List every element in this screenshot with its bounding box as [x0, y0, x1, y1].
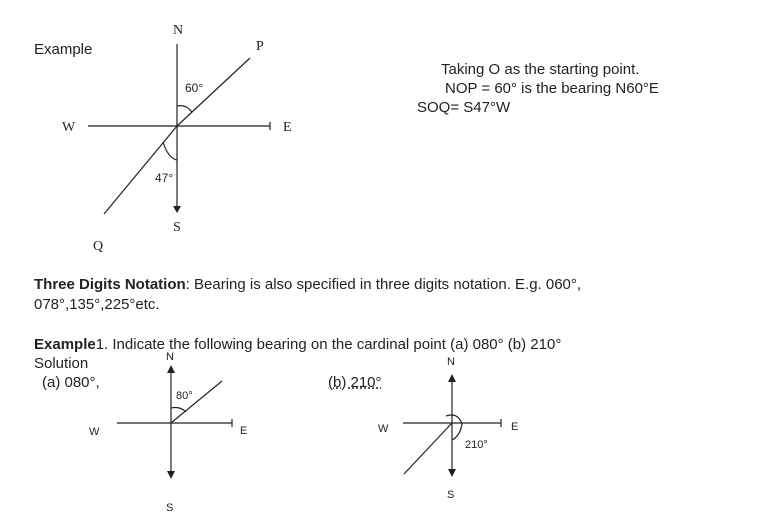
arc-nop — [177, 106, 192, 112]
three-digits-examples: 078°,135°,225°etc. — [34, 296, 160, 313]
explanation-line-2: NOP = 60° is the bearing N60°E — [445, 80, 659, 97]
a-east-label: E — [240, 425, 248, 437]
example-label: Example — [34, 41, 93, 58]
south-label: S — [173, 220, 181, 235]
angle-nop-label: 60° — [185, 81, 204, 95]
example1-heading: Example — [34, 336, 96, 353]
b-south-arrowhead — [448, 469, 456, 477]
example1-text: . Indicate the following bearing on the cardinal point (a) 080° (b) 210° — [104, 336, 562, 353]
compass-diagram-a — [117, 368, 232, 476]
three-digits-paragraph — [34, 276, 581, 293]
compass-diagram-1 — [88, 44, 270, 214]
b-angle-label: 210° — [465, 439, 488, 451]
compass-diagram-b — [403, 381, 501, 474]
a-bearing-ray — [171, 381, 222, 423]
a-north-label: N — [166, 351, 174, 363]
b-bearing-ray — [404, 423, 452, 474]
south-arrowhead — [173, 206, 181, 213]
b-north-arrowhead — [448, 374, 456, 382]
b-south-label: S — [447, 489, 455, 501]
a-north-arrowhead — [167, 365, 175, 373]
west-label: W — [62, 120, 76, 135]
solution-label: Solution — [34, 355, 89, 372]
a-arc — [171, 408, 186, 413]
part-b-label: (b) 210° — [328, 374, 382, 391]
point-p-label: P — [256, 39, 264, 54]
east-label: E — [283, 120, 292, 135]
three-digits-text: : Bearing is also specified in three digits notation. E.g. 060°, — [185, 276, 582, 293]
three-digits-heading: Three Digits Notation — [34, 276, 186, 293]
a-angle-label: 80° — [176, 390, 193, 402]
north-label: N — [173, 23, 184, 38]
b-north-label: N — [447, 356, 455, 368]
ray-oq — [104, 126, 177, 214]
a-west-label: W — [89, 426, 100, 438]
angle-soq-label: 47° — [155, 171, 174, 185]
explanation-line-1: Taking O as the starting point. — [441, 61, 640, 78]
example1-number: 1 — [95, 336, 105, 353]
b-east-label: E — [511, 421, 519, 433]
a-south-label: S — [166, 502, 174, 514]
a-south-arrowhead — [167, 471, 175, 479]
point-q-label: Q — [93, 239, 104, 254]
explanation-line-3: SOQ= S47°W — [417, 99, 511, 116]
example1-paragraph — [34, 336, 561, 353]
arc-soq — [163, 142, 177, 160]
b-west-label: W — [378, 423, 389, 435]
part-a-label: (a) 080°, — [42, 374, 100, 391]
